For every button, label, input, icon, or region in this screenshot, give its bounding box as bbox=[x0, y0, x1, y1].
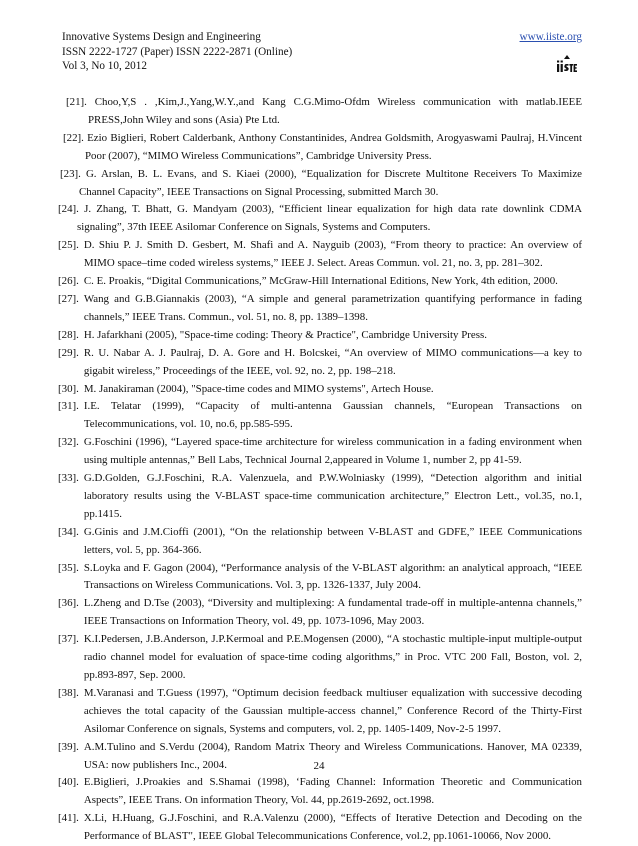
reference-item bbox=[58, 94, 582, 130]
reference-item bbox=[58, 291, 582, 327]
reference-number: [38]. bbox=[58, 686, 79, 699]
reference-number: [36]. bbox=[58, 597, 79, 610]
reference-text: G.Foschini (1996), “Layered space-time architecture for wireless communication in a fading environment when using multiple antennas,” Bell Labs, Technical Journal 2,appeared in Volume 1, number 2, pp 41-59. bbox=[83, 436, 582, 467]
reference-number: [26]. bbox=[58, 275, 79, 288]
reference-item bbox=[58, 631, 582, 685]
reference-number: [29]. bbox=[58, 346, 79, 359]
reference-text: L.Zheng and D.Tse (2003), “Diversity and multiplexing: A fundamental trade-off in multiple-antenna channels,” IEEE Transactions on Information Theory, vol. 49, pp. 1073-1096, May 2003. bbox=[83, 597, 582, 628]
reference-number: [39]. bbox=[58, 740, 79, 753]
reference-text: R. U. Nabar A. J. Paulraj, D. A. Gore and H. Bolcskei, “An overview of MIMO communications—a key to gigabit wireless,” Proceedings of the IEEE, vol. 92, no. 2, pp. 198–218. bbox=[83, 346, 582, 377]
reference-text: G. Arslan, B. L. Evans, and S. Kiaei (2000), “Equalization for Discrete Multitone Receivers To Maximize Channel Capacity”, IEEE Transactions on Signal Processing, submitted March 30. bbox=[79, 167, 582, 198]
reference-text: X.Li, H.Huang, G.J.Foschini, and R.A.Valenzu (2000), “Effects of Iterative Detection and Decoding on the Performance of BLAST", IEEE Global Telecommunications Conference, vol.2, pp.1061-10066, Nov 2000. bbox=[83, 812, 582, 843]
reference-text: Ezio Biglieri, Robert Calderbank, Anthony Constantinides, Andrea Goldsmith, Arogyaswami Paulraj, H.Vincent Poor (2007), “MIMO Wireless Communications”, Cambridge University Press. bbox=[85, 131, 582, 162]
journal-url-link[interactable]: www.iiste.org bbox=[519, 31, 582, 43]
reference-number: [40]. bbox=[58, 776, 79, 789]
reference-number: [34]. bbox=[58, 525, 79, 538]
iiste-logo-icon bbox=[556, 54, 578, 74]
reference-item bbox=[58, 595, 582, 631]
reference-item bbox=[58, 273, 582, 291]
reference-number: [41]. bbox=[58, 812, 79, 825]
reference-text: Choo,Y,S . ,Kim,J.,Yang,W.Y.,and Kang C.G.Mimo-Ofdm Wireless communication with matlab.IEEE PRESS,John Wiley and sons (Asia) Pte Ltd. bbox=[88, 96, 582, 126]
reference-text: K.I.Pedersen, J.B.Anderson, J.P.Kermoal and P.E.Mogensen (2000), “A stochastic multiple-input multiple-output radio channel model for evaluation of space-time coding algorithms,” in Proc. VTC 200 Fall, Boston, vol. 2, pp.893-897, Sep. 2000. bbox=[83, 633, 582, 681]
reference-list bbox=[58, 94, 582, 846]
reference-item bbox=[58, 560, 582, 596]
reference-text: H. Jafarkhani (2005), "Space-time coding: Theory & Practice", Cambridge University Press. bbox=[83, 328, 487, 341]
reference-number: [33]. bbox=[58, 472, 79, 485]
reference-text: Wang and G.B.Giannakis (2003), “A simple and general parametrization quantifying performance in fading channels,” IEEE Trans. Commun., vol. 51, no. 8, pp. 1389–1398. bbox=[83, 292, 582, 323]
reference-number: [22]. bbox=[63, 131, 84, 144]
page-number: 24 bbox=[313, 760, 325, 772]
reference-item bbox=[58, 237, 582, 273]
reference-item bbox=[58, 434, 582, 470]
reference-item bbox=[58, 524, 582, 560]
reference-number: [35]. bbox=[58, 561, 79, 574]
reference-text: C. E. Proakis, “Digital Communications,” McGraw-Hill International Editions, New York, 4th edition, 2000. bbox=[83, 275, 558, 288]
issn-line: ISSN 2222-1727 (Paper) ISSN 2222-2871 (Online) bbox=[62, 45, 293, 58]
reference-text: A.M.Tulino and S.Verdu (2004), Random Matrix Theory and Wireless Communications. Hanover, MA 02339, USA: now publishers Inc., 2004. bbox=[83, 740, 582, 771]
reference-item bbox=[58, 810, 582, 846]
journal-title: Innovative Systems Design and Engineering bbox=[62, 31, 261, 43]
reference-number: [31]. bbox=[58, 400, 79, 413]
reference-item bbox=[58, 398, 582, 434]
reference-text: M. Janakiraman (2004), "Space-time codes and MIMO systems", Artech House. bbox=[83, 382, 434, 395]
reference-number: [21]. bbox=[66, 96, 87, 108]
reference-item bbox=[58, 327, 582, 345]
reference-text: S.Loyka and F. Gagon (2004), “Performance analysis of the V-BLAST algorithm: an analytical approach, “IEEE Transactions on Wireless Communications. Vol. 3, pp. 1326-1337, July 2004. bbox=[83, 561, 582, 592]
reference-item bbox=[58, 685, 582, 739]
reference-number: [30]. bbox=[58, 382, 79, 395]
reference-text: E.Biglieri, J.Proakies and S.Shamai (1998), ‘Fading Channel: Information Theoretic and Communication Aspects”, IEEE Trans. On information Theory, Vol. 44, pp.2619-2692, oct.1998. bbox=[83, 776, 582, 807]
reference-text: I.E. Telatar (1999), “Capacity of multi-antenna Gaussian channels, “European Transactions on Telecommunications, vol. 10, no.6, pp.585-595. bbox=[83, 400, 582, 431]
reference-text: D. Shiu P. J. Smith D. Gesbert, M. Shafi and A. Nayguib (2003), “From theory to practice: An overview of MIMO space–time coded wireless systems,” IEEE J. Select. Areas Commun. vol. 21, no. 3, pp. 281–302. bbox=[83, 239, 582, 270]
reference-item bbox=[58, 381, 582, 399]
reference-number: [28]. bbox=[58, 328, 79, 341]
reference-text: M.Varanasi and T.Guess (1997), “Optimum decision feedback multiuser equalization with successive decoding achieves the total capacity of the Gaussian multiple-access channel,” Conference Record of the Thirty-First Asilomar Conference on signals, Systems and computers, vol. 2, pp. 1405-1409, Nov-2-5 1997. bbox=[83, 686, 582, 735]
reference-text: G.Ginis and J.M.Cioffi (2001), “On the relationship between V-BLAST and GDFE,” IEEE Communications letters, vol. 5, pp. 364-366. bbox=[83, 525, 582, 556]
reference-item bbox=[58, 470, 582, 524]
reference-item bbox=[58, 201, 582, 237]
volume-line: Vol 3, No 10, 2012 bbox=[62, 60, 147, 72]
reference-item bbox=[58, 345, 582, 381]
reference-item bbox=[58, 774, 582, 810]
reference-text: J. Zhang, T. Bhatt, G. Mandyam (2003), “Efficient linear equalization for high data rate downlink CDMA signaling”, 37th IEEE Asilomar Conference on Signals, Systems and Computers. bbox=[77, 203, 582, 234]
reference-number: [25]. bbox=[58, 239, 79, 252]
reference-item bbox=[58, 166, 582, 202]
reference-number: [32]. bbox=[58, 436, 79, 449]
reference-number: [37]. bbox=[58, 633, 79, 646]
reference-number: [24]. bbox=[58, 203, 79, 216]
reference-number: [27]. bbox=[58, 292, 79, 305]
reference-number: [23]. bbox=[60, 167, 81, 180]
page-header bbox=[62, 30, 582, 90]
reference-item bbox=[58, 130, 582, 166]
reference-text: G.D.Golden, G.J.Foschini, R.A. Valenzuela, and P.W.Wolniasky (1999), “Detection algorithm and initial laboratory results using the V-BLAST space-time communication architecture,” Electron Lett., vol.35, no.1, pp.1415. bbox=[83, 472, 582, 520]
